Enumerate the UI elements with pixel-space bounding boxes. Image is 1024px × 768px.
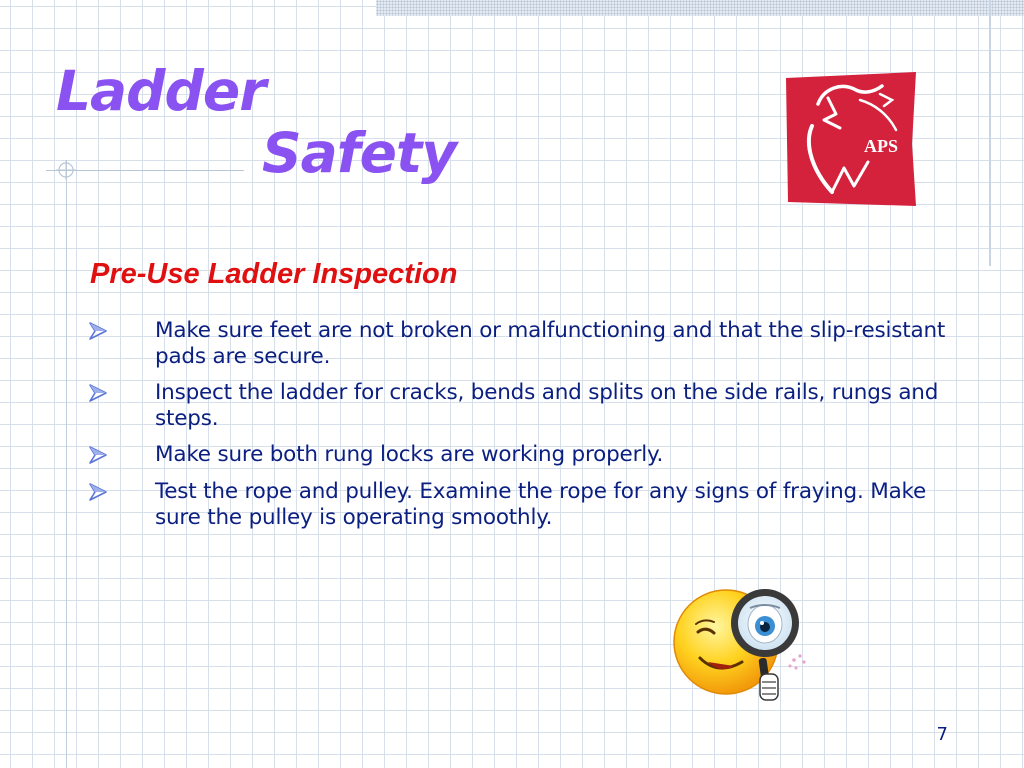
arrow-bullet-icon	[88, 442, 155, 469]
slide-title-line1: Ladder	[56, 59, 266, 123]
bullet-text: Inspect the ladder for cracks, bends and splits on the side rails, rungs and steps.	[155, 380, 939, 431]
bullet-text: Make sure feet are not broken or malfunctioning and that the slip-resistant pads are secure.	[155, 318, 946, 369]
bullet-list	[88, 318, 948, 541]
arrow-bullet-icon	[88, 479, 155, 531]
slide-title-line2: Safety	[262, 121, 457, 185]
winking-smiley-magnifier-icon	[668, 578, 818, 708]
bullet-text: Test the rope and pulley. Examine the rope for any signs of fraying. Make sure the pulley is operating smoothly.	[155, 479, 927, 530]
right-vertical-rule	[989, 0, 991, 266]
arrow-bullet-icon	[88, 380, 155, 432]
bullet-item	[88, 479, 948, 531]
bullet-item	[88, 380, 948, 432]
aps-logo	[784, 70, 918, 210]
bullet-item	[88, 318, 948, 370]
section-heading: Pre-Use Ladder Inspection	[90, 258, 458, 290]
left-vertical-rule	[66, 160, 67, 768]
bullet-text: Make sure both rung locks are working properly.	[155, 442, 664, 467]
crosshair-ornament-icon	[56, 160, 76, 180]
top-dotted-band	[376, 0, 1024, 16]
slide-number: 7	[936, 724, 948, 745]
bullet-item	[88, 442, 948, 469]
logo-wordmark: APS	[864, 136, 899, 156]
arrow-bullet-icon	[88, 318, 155, 370]
